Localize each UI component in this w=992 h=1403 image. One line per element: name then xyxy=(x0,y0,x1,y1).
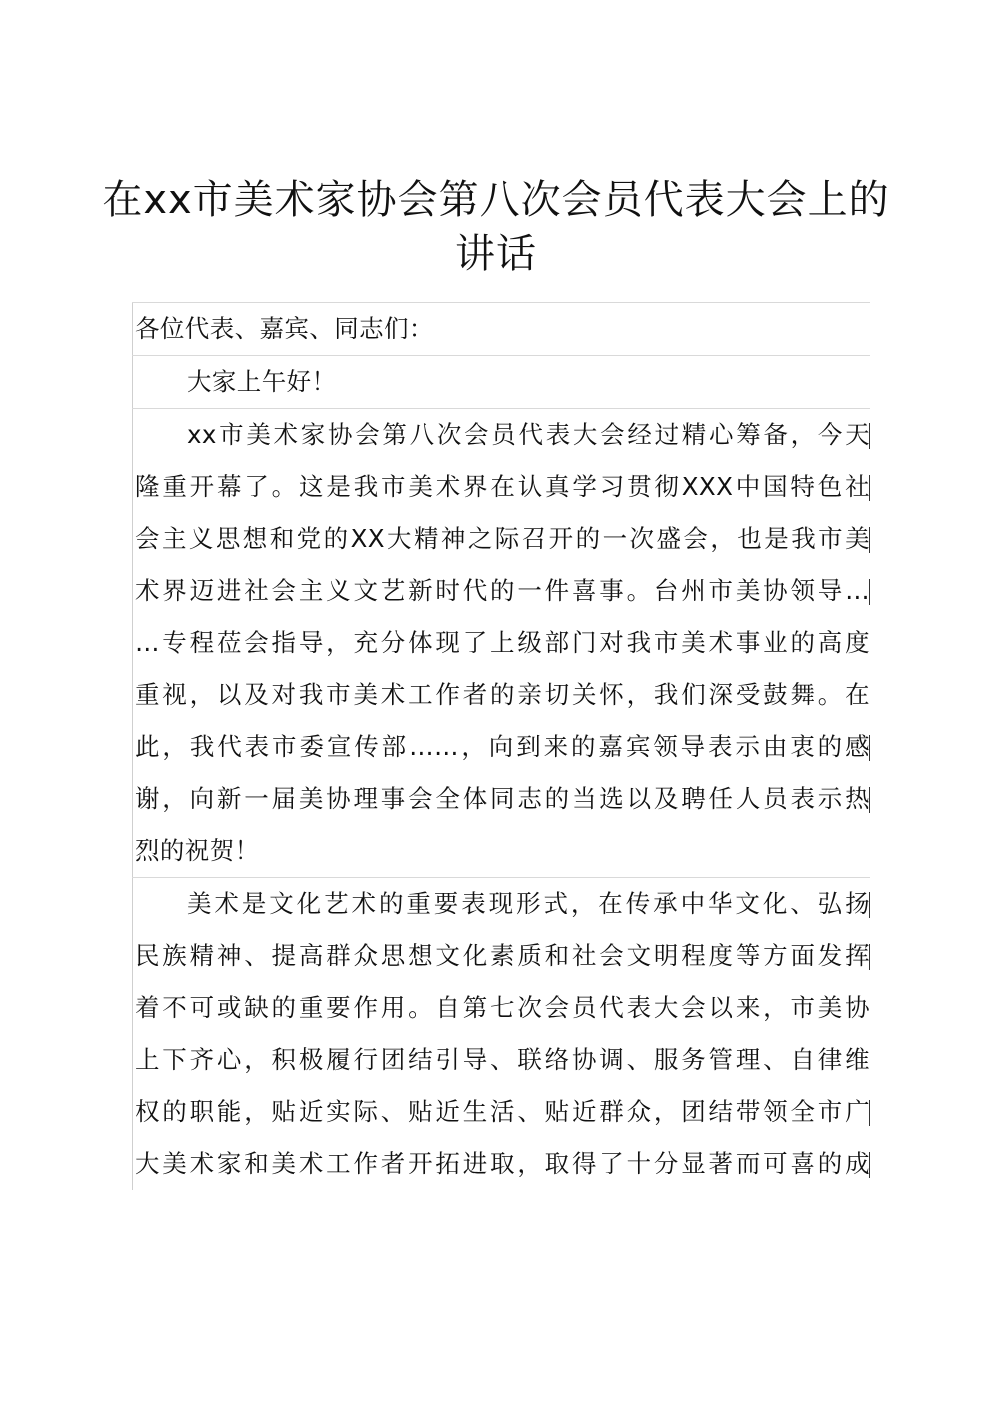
paragraph-line: 重视，以及对我市美术工作者的亲切关怀，我们深受鼓舞。在 xyxy=(135,680,870,709)
paragraph-line: 隆重开幕了。这是我市美术界在认真学习贯彻XXX中国特色社 xyxy=(135,461,870,513)
document-title-line-1: 在xx市美术家协会第八次会员代表大会上的 xyxy=(102,177,890,223)
paragraph-line: 大美术家和美术工作者开拓进取，取得了十分显著而可喜的成 xyxy=(135,1138,870,1190)
paragraph-line: 民族精神、提高群众思想文化素质和社会文明程度等方面发挥 xyxy=(135,930,870,982)
paragraph-line: 上下齐心，积极履行团结引导、联络协调、服务管理、自律维 xyxy=(135,1045,870,1074)
salutation-block xyxy=(132,303,870,355)
salutation: 各位代表、嘉宾、同志们： xyxy=(135,314,434,343)
greeting-block xyxy=(132,356,870,408)
paragraph-line: 会主义思想和党的XX大精神之际召开的一次盛会，也是我市美 xyxy=(135,513,870,565)
document-body xyxy=(132,302,870,1190)
paragraph-line: 术界迈进社会主义文艺新时代的一件喜事。台州市美协领导… xyxy=(135,565,870,617)
paragraph-line: 谢，向新一届美协理事会全体同志的当选以及聘任人员表示热 xyxy=(135,773,870,825)
paragraph-line: 着不可或缺的重要作用。自第七次会员代表大会以来，市美协 xyxy=(135,993,870,1022)
paragraph-line: 美术是文化艺术的重要表现形式，在传承中华文化、弘扬 xyxy=(135,878,870,930)
paragraph-line: 权的职能，贴近实际、贴近生活、贴近群众，团结带领全市广 xyxy=(135,1086,870,1138)
paragraph-line: …专程莅会指导，充分体现了上级部门对我市美术事业的高度 xyxy=(135,628,870,657)
document-title-line-2: 讲话 xyxy=(455,231,537,277)
paragraph-line: 此，我代表市委宣传部……，向到来的嘉宾领导表示由衷的感 xyxy=(135,721,870,773)
paragraph-1 xyxy=(132,409,870,877)
greeting: 大家上午好！ xyxy=(187,367,337,396)
paragraph-2 xyxy=(132,878,870,1190)
paragraph-line: 烈的祝贺！ xyxy=(135,836,260,865)
paragraph-line: xx市美术家协会第八次会员代表大会经过精心筹备，今天 xyxy=(135,409,870,461)
